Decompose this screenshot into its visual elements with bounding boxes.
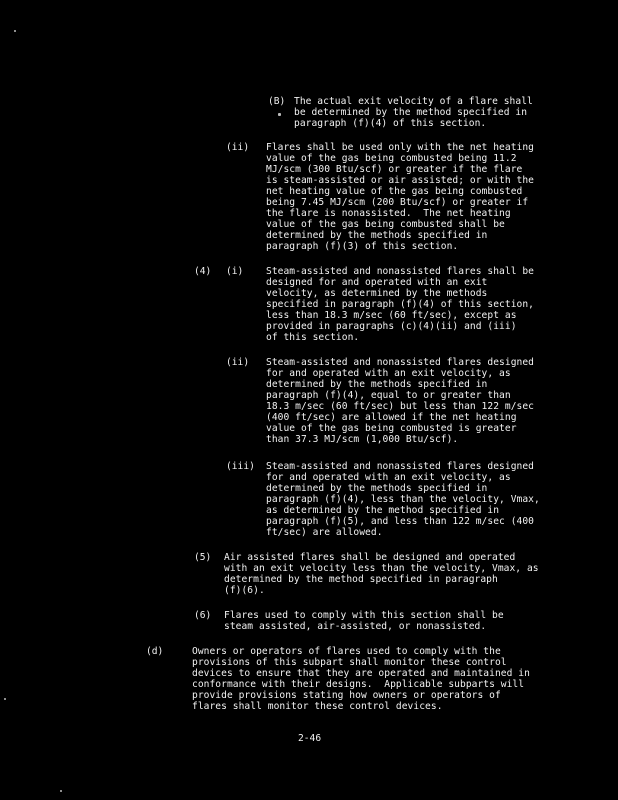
text-line: Owners or operators of flares used to comply with the (192, 646, 501, 657)
text-line: paragraph (f)(4), equal to or greater than (266, 390, 511, 401)
text-line: than 37.3 MJ/scm (1,000 Btu/scf). (266, 434, 459, 445)
text-line: Flares used to comply with this section shall be (224, 610, 504, 621)
text-line: paragraph (f)(4), less than the velocity, Vmax, (266, 494, 540, 505)
scan-speck (14, 30, 16, 32)
text-line: conformance with their designs. Applicable subparts will (192, 679, 525, 690)
text-line: provide provisions stating how owners or operators of (192, 690, 501, 701)
scan-speck (4, 698, 6, 700)
scan-speck (60, 790, 62, 792)
text-line: The actual exit velocity of a flare shall (294, 96, 533, 107)
text-line: steam assisted, air-assisted, or nonassisted. (224, 621, 487, 632)
text-line: be determined by the method specified in (294, 107, 528, 118)
paragraph-label: (5) (194, 552, 212, 563)
text-line: specified in paragraph (f)(4) of this section, (266, 299, 534, 310)
text-line: Steam-assisted and nonassisted flares designed (266, 357, 534, 368)
text-line: MJ/scm (300 Btu/scf) or greater if the flare (266, 164, 523, 175)
text-line: of this section. (266, 332, 360, 343)
text-line: for and operated with an exit velocity, as (266, 472, 511, 483)
text-line: provisions of this subpart shall monitor these control (192, 657, 507, 668)
text-line: value of the gas being combusted shall be (266, 219, 505, 230)
text-line: Steam-assisted and nonassisted flares shall be (266, 266, 534, 277)
paragraph-label: (4) (194, 266, 212, 277)
text-line: as determined by the method specified in (266, 505, 500, 516)
text-line: is steam-assisted or air assisted; or with the (266, 175, 534, 186)
paragraph-label: (6) (194, 610, 212, 621)
text-line: with an exit velocity less than the velocity, Vmax, as (224, 563, 539, 574)
paragraph-label: (ii) (226, 357, 250, 368)
paragraph-label: (B) (268, 96, 286, 107)
text-line: ft/sec) are allowed. (266, 527, 383, 538)
text-line: Steam-assisted and nonassisted flares designed (266, 461, 534, 472)
page-number: 2-46 (298, 733, 322, 744)
scan-speck (278, 113, 281, 116)
text-line: value of the gas being combusted being 11.2 (266, 153, 517, 164)
text-line: (f)(6). (224, 585, 265, 596)
text-line: for and operated with an exit velocity, as (266, 368, 511, 379)
paragraph-label: (d) (146, 646, 164, 657)
text-line: Flares shall be used only with the net heating (266, 142, 534, 153)
text-line: value of the gas being combusted is greater (266, 423, 517, 434)
text-line: determined by the methods specified in (266, 483, 488, 494)
text-line: provided in paragraphs (c)(4)(ii) and (iii) (266, 321, 517, 332)
text-line: devices to ensure that they are operated and maintained in (192, 668, 530, 679)
text-line: designed for and operated with an exit (266, 277, 488, 288)
text-line: being 7.45 MJ/scm (200 Btu/scf) or greater if (266, 197, 529, 208)
text-line: velocity, as determined by the methods (266, 288, 488, 299)
text-line: the flare is nonassisted. The net heating (266, 208, 511, 219)
text-line: determined by the method specified in paragraph (224, 574, 498, 585)
text-line: less than 18.3 m/sec (60 ft/sec), except as (266, 310, 517, 321)
text-line: paragraph (f)(3) of this section. (266, 241, 459, 252)
text-line: (400 ft/sec) are allowed if the net heating (266, 412, 517, 423)
text-line: net heating value of the gas being combusted (266, 186, 523, 197)
text-line: Air assisted flares shall be designed and operated (224, 552, 516, 563)
text-line: paragraph (f)(5), and less than 122 m/sec (400 (266, 516, 534, 527)
text-line: flares shall monitor these control devices. (192, 701, 443, 712)
text-line: determined by the methods specified in (266, 379, 488, 390)
paragraph-sublabel: (i) (226, 266, 244, 277)
text-line: paragraph (f)(4) of this section. (294, 118, 487, 129)
text-line: 18.3 m/sec (60 ft/sec) but less than 122 m/sec (266, 401, 534, 412)
text-line: determined by the methods specified in (266, 230, 488, 241)
paragraph-label: (ii) (226, 142, 250, 153)
paragraph-label: (iii) (226, 461, 255, 472)
